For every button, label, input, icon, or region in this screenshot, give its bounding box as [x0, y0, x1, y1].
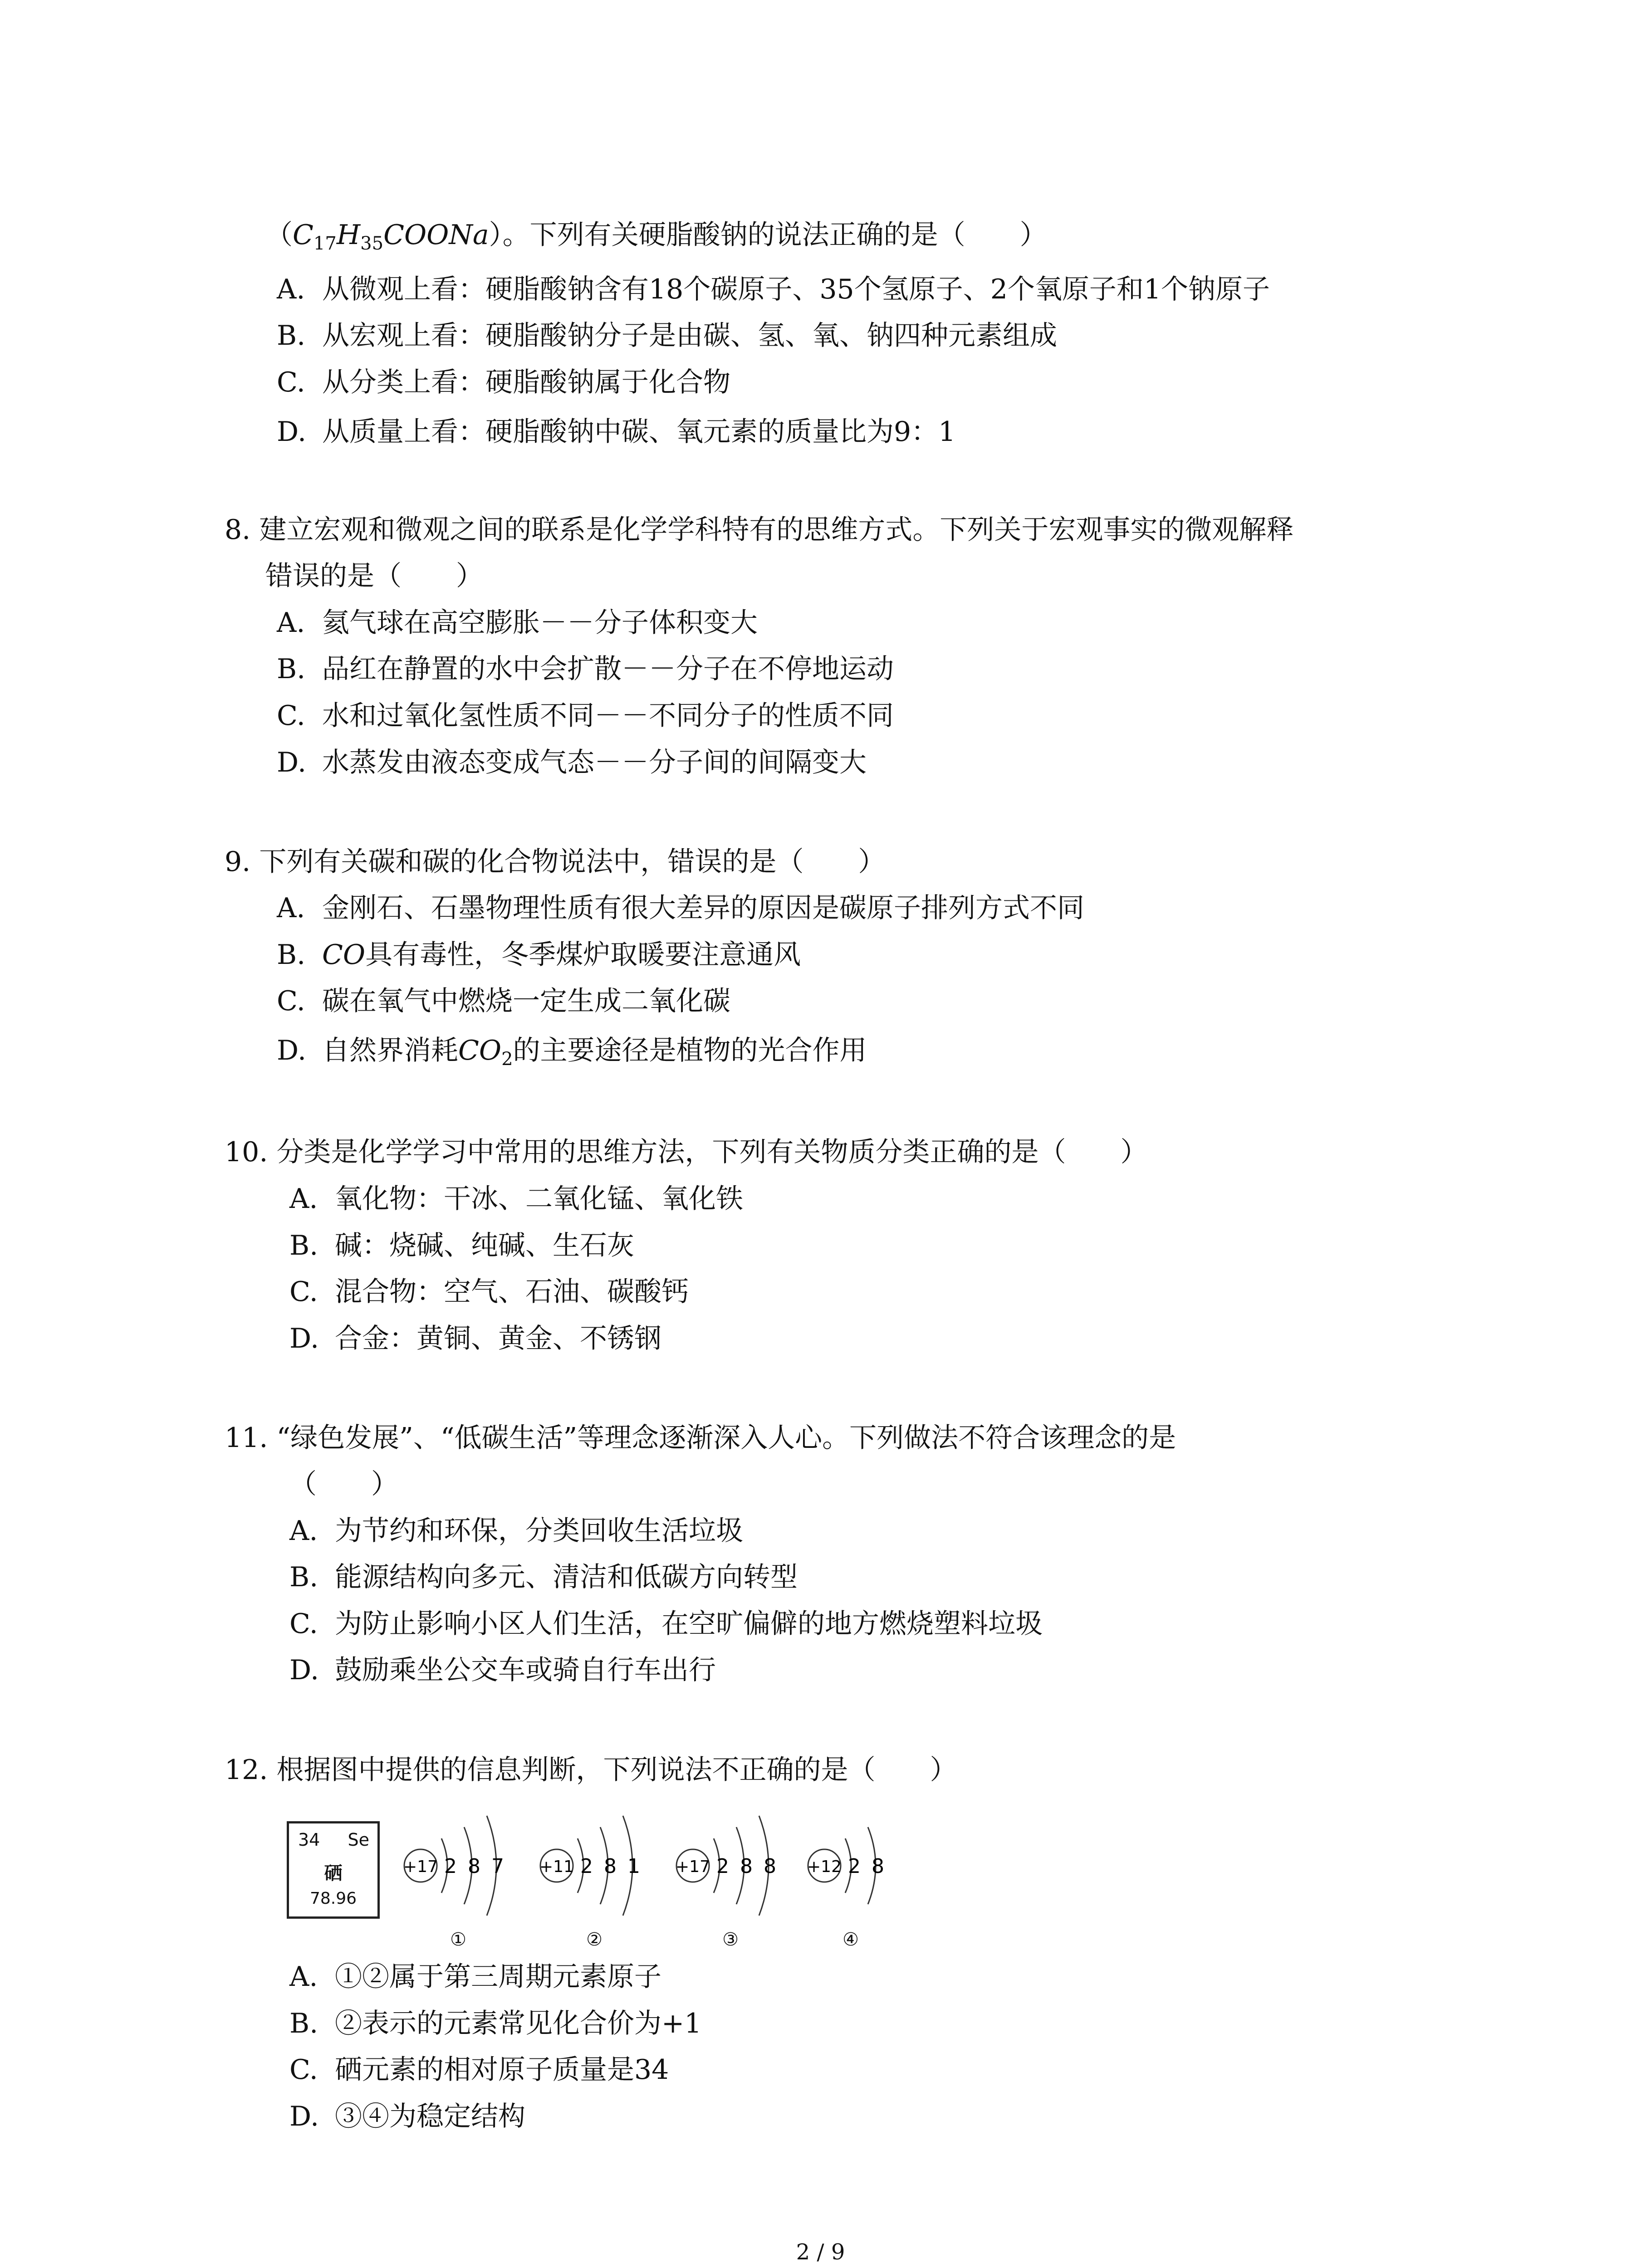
- option-text: 碳在氧气中燃烧一定生成二氧化碳: [322, 985, 730, 1017]
- option-text: ②表示的元素常见化合价为+1: [335, 2008, 702, 2039]
- formula-h: H: [336, 219, 361, 251]
- option-label: A.: [289, 1961, 318, 1993]
- option-text: 从宏观上看：硬脂酸钠分子是由碳、氢、氧、钠四种元素组成: [322, 320, 1057, 352]
- q7-option-b: [277, 318, 1057, 354]
- svg-text:2: 2: [716, 1855, 729, 1878]
- option-text: 为节约和环保，分类回收生活垃圾: [335, 1515, 743, 1547]
- q9-option-b: [277, 937, 801, 973]
- option-label: D.: [277, 416, 307, 448]
- option-label: A.: [277, 274, 305, 305]
- q11-stem-line2: （ ）: [289, 1468, 398, 1500]
- option-text: 合金：黄铜、黄金、不锈钢: [335, 1323, 661, 1354]
- option-label: A.: [277, 892, 305, 924]
- atom-diagram-1: [402, 1808, 529, 1957]
- option-text: 氧化物：干冰、二氧化锰、氧化铁: [335, 1183, 743, 1215]
- q10-stem: 10. 分类是化学学习中常用的思维方法，下列有关物质分类正确的是（ ）: [225, 1136, 1148, 1168]
- atom-label-2: ②: [586, 1929, 603, 1950]
- option-label: B.: [289, 1561, 318, 1593]
- option-text: 金刚石、石墨物理性质有很大差异的原因是碳原子排列方式不同: [322, 892, 1084, 924]
- formula-c-sub: 17: [313, 233, 337, 254]
- q10-option-c: [289, 1274, 689, 1310]
- q12-option-b: [289, 2005, 701, 2042]
- option-text: ③④为稳定结构: [335, 2101, 525, 2132]
- q12-figure: [281, 1808, 916, 1957]
- element-symbol: Se: [348, 1830, 369, 1850]
- svg-text:2: 2: [848, 1855, 861, 1878]
- option-label: D.: [289, 2101, 319, 2132]
- svg-text:2: 2: [444, 1855, 457, 1878]
- q12-option-a: [289, 1959, 661, 1995]
- option-text-pre: 自然界消耗: [322, 1035, 458, 1066]
- option-label: B.: [277, 320, 306, 352]
- q11-option-c: [289, 1606, 1043, 1642]
- option-text: 混合物：空气、石油、碳酸钙: [335, 1276, 689, 1308]
- option-text: 从质量上看：硬脂酸钠中碳、氧元素的质量比为9：1: [322, 416, 956, 448]
- svg-text:8: 8: [468, 1855, 480, 1878]
- option-label: B.: [277, 939, 306, 971]
- option-label: C.: [289, 2054, 318, 2086]
- q9-option-d: [277, 1032, 867, 1069]
- svg-text:1: 1: [627, 1855, 640, 1878]
- q9-option-a: [277, 890, 1084, 926]
- option-label: A.: [289, 1515, 318, 1547]
- option-text: 碱：烧碱、纯碱、生石灰: [335, 1230, 634, 1261]
- atom-label-1: ①: [450, 1929, 466, 1950]
- atom-diagram-2-graphic: [538, 1808, 665, 1926]
- element-name: 硒: [324, 1863, 343, 1884]
- option-text: 水蒸发由液态变成气态－－分子间的间隔变大: [322, 747, 867, 778]
- atom-diagram-4: [805, 1808, 932, 1957]
- page-number: 2 / 9: [796, 2239, 845, 2265]
- q12-stem: 12. 根据图中提供的信息判断，下列说法不正确的是（ ）: [225, 1754, 957, 1786]
- q8-option-d: [277, 744, 867, 781]
- q7-option-a: [277, 271, 1270, 308]
- q8-stem-line1: 8. 建立宏观和微观之间的联系是化学学科特有的思维方式。下列关于宏观事实的微观解释: [225, 514, 1294, 546]
- option-text: 从分类上看：硬脂酸钠属于化合物: [322, 367, 730, 398]
- element-cell-selenium: [287, 1821, 380, 1919]
- option-label: D.: [289, 1323, 319, 1354]
- option-label: B.: [289, 1230, 318, 1261]
- option-label: C.: [277, 367, 305, 398]
- option-text: 能源结构向多元、清洁和低碳方向转型: [335, 1561, 798, 1593]
- atomic-number: 34: [298, 1830, 320, 1850]
- q12-option-c: [289, 2052, 669, 2088]
- option-label: D.: [277, 1035, 307, 1066]
- q11-option-d: [289, 1652, 716, 1688]
- option-label: C.: [277, 700, 305, 732]
- atom-diagram-3: [674, 1808, 801, 1957]
- option-text: 具有毒性，冬季煤炉取暖要注意通风: [365, 939, 801, 971]
- q8-stem-line2: 错误的是（ ）: [265, 560, 483, 592]
- formula-co2: CO: [458, 1035, 502, 1066]
- svg-text:+17: +17: [676, 1857, 710, 1876]
- option-label: C.: [289, 1608, 318, 1640]
- svg-text:7: 7: [491, 1855, 504, 1878]
- q8-option-c: [277, 698, 894, 734]
- q9-option-c: [277, 983, 730, 1019]
- q7-stem-text: ）。下列有关硬脂酸钠的说法正确的是（ ）: [489, 219, 1047, 251]
- q10-option-a: [289, 1181, 743, 1217]
- svg-text:8: 8: [604, 1855, 617, 1878]
- option-label: C.: [277, 985, 305, 1017]
- option-label: B.: [289, 2008, 318, 2039]
- q11-option-b: [289, 1559, 798, 1595]
- q11-option-a: [289, 1513, 743, 1549]
- option-text: 品红在静置的水中会扩散－－分子在不停地运动: [322, 653, 894, 685]
- atom-diagram-4-graphic: [805, 1808, 932, 1926]
- option-label: A.: [277, 607, 305, 639]
- q7-option-d: [277, 414, 955, 450]
- option-text: 水和过氧化氢性质不同－－不同分子的性质不同: [322, 700, 894, 732]
- atom-label-3: ③: [722, 1929, 739, 1950]
- option-label: A.: [289, 1183, 318, 1215]
- q8-option-a: [277, 605, 758, 641]
- svg-text:+11: +11: [539, 1857, 574, 1876]
- svg-text:+12: +12: [807, 1857, 842, 1876]
- svg-text:2: 2: [580, 1855, 593, 1878]
- atom-diagram-3-graphic: [674, 1808, 801, 1926]
- option-text: 为防止影响小区人们生活，在空旷偏僻的地方燃烧塑料垃圾: [335, 1608, 1043, 1640]
- q8-option-b: [277, 651, 894, 687]
- svg-text:+17: +17: [403, 1857, 438, 1876]
- q9-stem: 9. 下列有关碳和碳的化合物说法中，错误的是（ ）: [225, 846, 886, 878]
- option-text: 鼓励乘坐公交车或骑自行车出行: [335, 1654, 716, 1686]
- q7-option-c: [277, 364, 730, 401]
- q11-stem-line1: 11. “绿色发展”、“低碳生活”等理念逐渐深入人心。下列做法不符合该理念的是: [225, 1422, 1176, 1454]
- q7-stem: [265, 217, 1047, 253]
- formula-h-sub: 35: [360, 233, 384, 254]
- option-text: 从微观上看：硬脂酸钠含有18个碳原子、35个氢原子、2个氧原子和1个钠原子: [322, 274, 1270, 305]
- formula-rest: COONa: [383, 219, 489, 251]
- atom-diagram-1-graphic: [402, 1808, 529, 1926]
- formula-co: CO: [322, 939, 366, 971]
- option-text: 氦气球在高空膨胀－－分子体积变大: [322, 607, 758, 639]
- q10-option-b: [289, 1227, 634, 1264]
- formula-co2-sub: 2: [501, 1049, 513, 1070]
- option-text: 的主要途径是植物的光合作用: [513, 1035, 867, 1066]
- q10-option-d: [289, 1320, 661, 1357]
- option-text: ①②属于第三周期元素原子: [335, 1961, 661, 1993]
- atom-label-4: ④: [843, 1929, 859, 1950]
- option-text: 硒元素的相对原子质量是34: [335, 2054, 669, 2086]
- option-label: C.: [289, 1276, 318, 1308]
- q12-option-d: [289, 2098, 525, 2135]
- atom-diagram-2: [538, 1808, 665, 1957]
- svg-text:8: 8: [872, 1855, 884, 1878]
- svg-text:8: 8: [740, 1855, 753, 1878]
- option-label: D.: [277, 747, 307, 778]
- paren-open: （: [265, 219, 293, 251]
- option-label: B.: [277, 653, 306, 685]
- atomic-mass: 78.96: [309, 1889, 357, 1908]
- option-label: D.: [289, 1654, 319, 1686]
- svg-text:8: 8: [764, 1855, 776, 1878]
- formula-c: C: [293, 219, 314, 251]
